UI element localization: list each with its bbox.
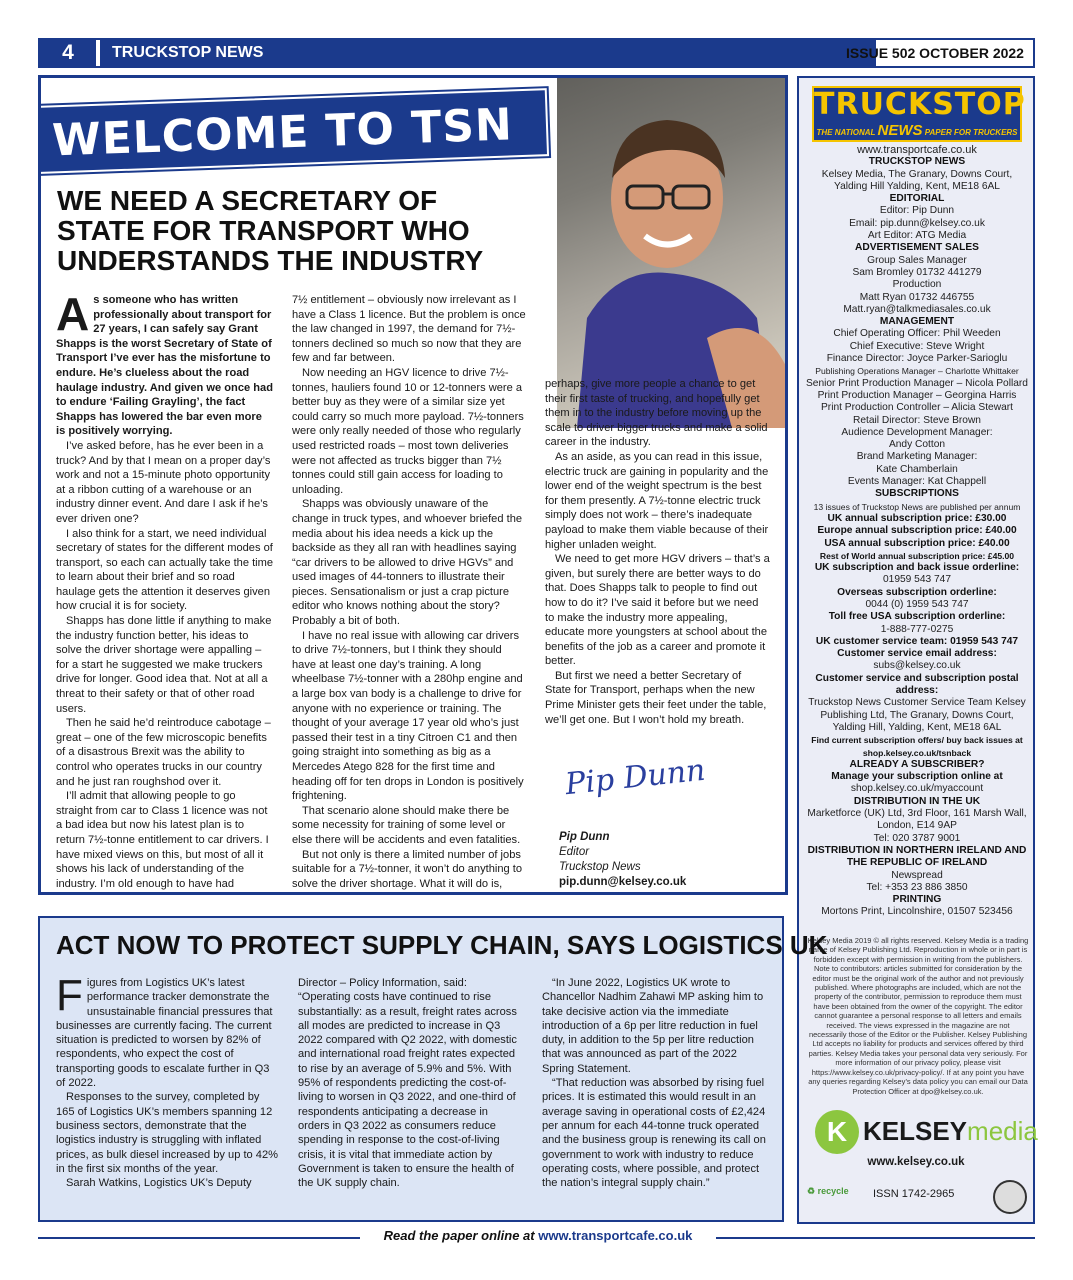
truckstop-news-logo	[812, 86, 1026, 142]
masthead-heading: Manage your subscription online at	[831, 771, 1003, 783]
masthead-line: Print Production Controller – Alicia Stewart	[821, 402, 1013, 414]
recycle-label: recycle	[817, 1186, 849, 1196]
credit-role: Editor	[559, 846, 590, 858]
masthead-line: Email: pip.dunn@kelsey.co.uk	[849, 217, 985, 229]
masthead-heading: Overseas subscription orderline:	[837, 586, 997, 598]
masthead-heading: Europe annual subscription price: £40.00	[817, 525, 1017, 537]
masthead-line: Chief Operating Officer: Phil Weeden	[833, 328, 1001, 340]
article-intro: s someone who has written professionally about transport for 27 years, I can safely say Grant Shapps is the worst Secretary of State of Transport I’ve ever has the misfortune to endure. He’s clueless about the road haulage industry. And given we once had to endure ‘Failing Grayling’, the fact Shapps has lowered the bar even more is positively worrying.	[56, 294, 273, 438]
paragraph: As an aside, as you can read in this issue, electric truck are gaining in popularity and the lower end of the weight spectrum is the best for them presently. A 7½-tonne electric truck simply does not work – there’s inadequate payload to make them viable because of their higher unladen weight.	[545, 450, 769, 551]
kelsey-wordmark	[863, 1114, 1038, 1148]
logistics-column-1	[56, 971, 278, 1190]
masthead-heading: EDITORIAL	[889, 193, 945, 205]
issn-number: ISSN 1742-2965	[873, 1188, 955, 1200]
masthead-line: 0044 (0) 1959 543 747	[865, 598, 969, 610]
masthead-line: Events Manager: Kat Chappell	[847, 476, 987, 488]
paragraph: Now needing an HGV licence to drive 7½-tonnes, hauliers found 10 or 12-tonners were a better buy as they were of a similar size yet could carry so much more payload. 7½-tonners were only really needed of those who regularly used restricted roads – most town deliveries were not affected as trucks bigger than 7½ tonnes could still gain access for loading to unloading.	[292, 366, 524, 496]
masthead-line: Retail Director: Steve Brown	[853, 414, 981, 426]
masthead-line: Print Production Manager – Georgina Harris	[817, 389, 1017, 401]
masthead-line: Publishing Operations Manager – Charlotte Whittaker	[815, 366, 1019, 377]
recycle-logo	[807, 1186, 849, 1197]
masthead-heading: ADVERTISEMENT SALES	[855, 242, 979, 254]
editor-signature: Pip Dunn	[563, 752, 707, 803]
drop-cap: A	[56, 288, 90, 340]
paragraph: Responses to the survey, completed by 165 of Logistics UK’s members spanning 12 business sectors, demonstrate that the logistics industry is struggling with inflated prices, as bulk diesel increased by up to 42% in the first six months of the year.	[56, 1091, 278, 1175]
masthead-heading: Customer service and subscription postal address:	[815, 672, 1019, 697]
paragraph: “In June 2022, Logistics UK wrote to Chancellor Nadhim Zahawi MP asking him to take decisive action via the immediate introduction of a 6p per litre reduction in fuel duty, in addition to the 5p per litre reduction that was announced as part of the 2022 Spring Statement.	[542, 977, 764, 1075]
page-number: 4	[40, 40, 96, 66]
masthead-heading: DISTRIBUTION IN NORTHERN IRELAND AND THE REPUBLIC OF IRELAND	[807, 844, 1027, 869]
masthead-line: Mortons Print, Lincolnshire, 01507 523456	[821, 906, 1013, 918]
masthead-line: Newspread	[891, 869, 943, 881]
paragraph: “That reduction was absorbed by rising fuel prices. It is estimated this would result in an average saving in operational costs of £2,424 per annum for each 44-tonne truck operated and the business group is renewing its call on government to work with industry to reduce operating costs, where possible, and protect the nation’s integral supply chain.”	[542, 1077, 766, 1190]
logo-post: PAPER FOR TRUCKERS	[924, 128, 1018, 137]
paragraph: I also think for a start, we need individual secretary of states for the different modes of transport, so each can actually take the time to learn about their brief and so road haulage gets the attention it deserves given how crucial it is for society.	[56, 527, 274, 613]
masthead-line: Group Sales Manager	[867, 254, 967, 266]
logistics-headline: ACT NOW TO PROTECT SUPPLY CHAIN, SAYS LOGISTICS UK	[56, 930, 828, 960]
article-intro: igures from Logistics UK’s latest performance tracker demonstrate the unsustainable financial pressures that businesses are currently facing. The current situation is predicted to worsen by 82% of respondents, who expect the cost of transporting goods to escalate further in Q3 of 2022.	[56, 977, 273, 1090]
masthead-line: Tel: +353 23 886 3850	[866, 881, 968, 893]
kelsey-name: KELSEY	[863, 1116, 968, 1146]
masthead-heading: Rest of World annual subscription price: £45.00	[819, 550, 1015, 561]
editorial-column-1	[56, 288, 274, 891]
logistics-column-2	[298, 976, 518, 1190]
legal-notice: Kelsey Media 2019 © all rights reserved. Kelsey Media is a trading name of Kelsey Publishing Ltd. Reproduction in whole or in part is forbidden except with permission in writing from the publishers. Note to contributors: articles submitted for consideration by the editor must be the original work of the author and not previously published. Where photographs are included, which are not the property of the contributor, permission to reproduce them must have been obtained from the owner of the copyright. The editor cannot guarantee a personal response to all letters and emails received. The views expressed in the magazine are not necessarily those of the Editor or the Publisher. Kelsey Publishing Ltd accepts no liability for products and services offered by third parties. Kelsey Media takes your personal data very seriously. For more information of our privacy policy, please visit https://www.kelsey.co.uk/privacy-policy/. If at any point you have any queries regarding Kelsey’s data policy you can email our Data Protection Officer at dpo@kelsey.co.uk.	[807, 936, 1029, 1096]
editor-credit	[559, 830, 686, 890]
editorial-headline: WE NEED A SECRETARY OF STATE FOR TRANSPORT WHO UNDERSTANDS THE INDUSTRY	[57, 185, 484, 276]
masthead-line: 13 issues of Truckstop News are published per annum	[813, 501, 1021, 512]
masthead-heading: SUBSCRIPTIONS	[875, 488, 959, 500]
issue-label: ISSUE 502 OCTOBER 2022	[846, 45, 1024, 61]
masthead-line: Chief Executive: Steve Wright	[849, 340, 985, 352]
editorial-column-2	[292, 293, 527, 891]
paragraph: But not only is there a limited number of jobs suitable for a 7½-tonner, it won’t do anything to solve the driver shortage. What it will do is,	[292, 848, 523, 890]
masthead-line: Editor: Pip Dunn	[879, 205, 955, 217]
paragraph: perhaps, give more people a chance to get their first taste of trucking, and hopefully get them in to the industry before moving up the scale to driver bigger trucks and make a solid career in the industry.	[545, 378, 768, 449]
masthead-line: Sam Bromley 01732 441279	[852, 266, 982, 278]
masthead-heading: UK subscription and back issue orderline:	[814, 562, 1020, 574]
welcome-banner: WELCOME TO TSN	[38, 88, 549, 174]
paragraph: Sarah Watkins, Logistics UK’s Deputy	[66, 1177, 252, 1190]
masthead-heading: UK customer service team: 01959 543 747	[815, 635, 1019, 647]
masthead-info	[805, 144, 1029, 919]
kelsey-media-logo	[815, 1108, 1038, 1158]
footer-url[interactable]: www.transportcafe.co.uk	[538, 1228, 693, 1243]
masthead-line: Kelsey Media, The Granary, Downs Court, Yalding Hill Yalding, Kent, ME18 6AL	[821, 168, 1013, 192]
recycle-icon: ♻	[807, 1186, 816, 1196]
credit-publication: Truckstop News	[559, 861, 641, 873]
masthead-line: Production	[892, 279, 942, 291]
kelsey-k-icon: K	[815, 1110, 859, 1154]
editorial-panel	[38, 75, 788, 895]
paragraph: I have no real issue with allowing car drivers to drive 7½-tonners, but I think they should have at least one day’s training. A long wheelbase 7½-tonner with a 280hp engine and a large box van body is a challenge to drive for anyone with no experience or training. The thought of your average 17 year old who’s just passed their test in a tiny Citroen C1 and then going straight into something as big as a Mercedes Atego 828 for the first time and heading off for ten drops in London is positively frightening.	[292, 629, 524, 803]
masthead-heading: MANAGEMENT	[879, 316, 955, 328]
masthead-line: Art Editor: ATG Media	[867, 230, 967, 242]
drop-cap: F	[56, 971, 83, 1020]
masthead-line: Matt Ryan 01732 446755	[859, 291, 975, 303]
masthead-heading: Customer service email address:	[837, 648, 997, 660]
masthead-heading: Find current subscription offers/ buy back issues at shop.kelsey.co.uk/tsnback	[811, 735, 1023, 758]
masthead-line: Marketforce (UK) Ltd, 3rd Floor, 161 Marsh Wall, London, E14 9AP	[807, 808, 1027, 832]
footer-rule-right	[716, 1237, 1035, 1239]
masthead-line: Senior Print Production Manager – Nicola Pollard	[806, 377, 1028, 389]
masthead-line[interactable]: www.transportcafe.co.uk	[857, 144, 977, 156]
editor-photo	[557, 75, 788, 428]
kelsey-website[interactable]: www.kelsey.co.uk	[867, 1156, 965, 1168]
masthead-heading: ALREADY A SUBSCRIBER?	[849, 758, 985, 770]
paragraph: Shapps has done little if anything to make the industry function better, his ideas to solve the driver shortage were appalling – for a start he suggested we make truckers drive for longer. Good idea that. Not at all a threat to their safety or that of other road users.	[56, 615, 272, 715]
masthead-line: 01959 543 747	[883, 574, 951, 586]
masthead-heading: DISTRIBUTION IN THE UK	[853, 795, 981, 807]
footer-label: Read the paper online at	[383, 1228, 535, 1243]
paragraph: Shapps was obviously unaware of the change in truck types, and whoever briefed the media about his idea needs a kick up the backside as they all ran with headlines saying “car drivers to be allowed to drive HGVs” and used images of 44-tonners to illustrate their pieces. Sensationalism or just a crap picture editor who knows nothing about the story? Probably a bit of both.	[292, 498, 523, 628]
masthead-line: Tel: 020 3787 9001	[873, 832, 961, 844]
kelsey-media: media	[967, 1116, 1038, 1146]
masthead-heading: TRUCKSTOP NEWS	[868, 156, 966, 168]
paragraph: That scenario alone should make there be some necessity for training of some level or else there will be accidents and even fatalities.	[292, 804, 521, 846]
masthead-line: Brand Marketing Manager:	[856, 451, 978, 463]
masthead-line: Kate Chamberlain	[876, 463, 958, 475]
masthead-line: Andy Cotton	[888, 439, 946, 451]
footer-text	[368, 1228, 708, 1243]
masthead-heading: USA annual subscription price: £40.00	[824, 537, 1010, 549]
section-title: TRUCKSTOP NEWS	[96, 40, 876, 66]
logo-news: NEWS	[877, 122, 923, 139]
masthead-line: subs@kelsey.co.uk	[873, 660, 961, 672]
editor-portrait-image	[557, 75, 788, 428]
logistics-column-3	[542, 976, 766, 1190]
masthead-heading: Toll free USA subscription orderline:	[828, 611, 1006, 623]
masthead-line: Truckstop News Customer Service Team Kelsey Publishing Ltd, The Granary, Downs Court, Yalding Hill, Yalding, Kent, ME18 6AL	[808, 697, 1026, 733]
paragraph: We need to get more HGV drivers – that’s a given, but surely there are better ways to do that. Does Shapps talk to people to find out how to do it? I’ve said it before but we need to make the industry more appealing, educate more youngsters at school about the benefits of the job as a career and promote it better.	[545, 553, 770, 668]
paragraph: 7½ entitlement – obviously now irrelevant as I have a Class 1 licence. But the problem is once the law changed in 1997, the demand for 7½-tonners declined so much so now that they are few and far between.	[292, 294, 526, 365]
masthead-line: Matt.ryan@talkmediasales.co.uk	[843, 303, 991, 315]
logo-wordmark: TRUCKSTOP	[814, 87, 1026, 122]
paragraph: Director – Policy Information, said: “Operating costs have continued to rise substantially: as a result, freight rates across all modes are predicted to increase in Q3 2022 compared with Q2 2022, with domestic and international road freight rates expected to rise by an average of 5.9% and 5%. With 95% of respondents predicting the cost-of-living to worsen in Q3 2022, and one-third of respondents anticipating a decrease in orders in Q3 2022 as consumers reduce spending in response to the cost-of-living crisis, it is vital that immediate action by Government is taken to ensure the health of the UK supply chain.	[298, 977, 517, 1190]
paragraph: But first we need a better Secretary of State for Transport, perhaps when the new Prime Minister gets their feet under the table, we’ll get one. But I won’t hold my breath.	[545, 669, 767, 726]
editorial-column-3	[545, 377, 770, 727]
ipso-regulator-icon	[993, 1180, 1027, 1214]
logistics-article	[38, 916, 828, 1222]
page-footer	[38, 1228, 1035, 1248]
paragraph: I’ll admit that allowing people to go straight from car to Class 1 licence was not a bad idea but now his latest plan is to return 7½-tonne entitlement to car drivers. I have mixed views on this, but most of all it shows his lack of understanding of the industry. I’m old enough to have had	[56, 790, 269, 890]
page-header	[38, 38, 1035, 68]
paragraph: Then he said he’d reintroduce cabotage – great – one of the few microscopic benefits of a disastrous Brexit was the ability to control who operates trucks in our country and he just ran roughshod over it.	[56, 717, 271, 788]
credit-name: Pip Dunn	[559, 831, 610, 843]
logo-pre: THE NATIONAL	[816, 128, 876, 137]
masthead-line: Finance Director: Joyce Parker-Sarioglu	[826, 353, 1008, 365]
credit-email[interactable]: pip.dunn@kelsey.co.uk	[559, 876, 687, 888]
masthead-line: shop.kelsey.co.uk/myaccount	[850, 783, 984, 795]
masthead-heading: UK annual subscription price: £30.00	[827, 512, 1007, 524]
paragraph: I’ve asked before, has he ever been in a truck? And by that I mean on a proper day’s work and not a 15-minute photo opportunity at a ribbon cutting of a warehouse or an industry dinner event. And dare I ask if he’s ever driven one?	[56, 439, 271, 525]
masthead-line: 1-888-777-0275	[880, 623, 954, 635]
footer-rule-left	[38, 1237, 360, 1239]
masthead-sidebar	[797, 76, 1038, 1224]
logo-tagline	[814, 122, 1020, 142]
masthead-heading: PRINTING	[892, 894, 942, 906]
masthead-line: Audience Development Manager:	[841, 426, 993, 438]
